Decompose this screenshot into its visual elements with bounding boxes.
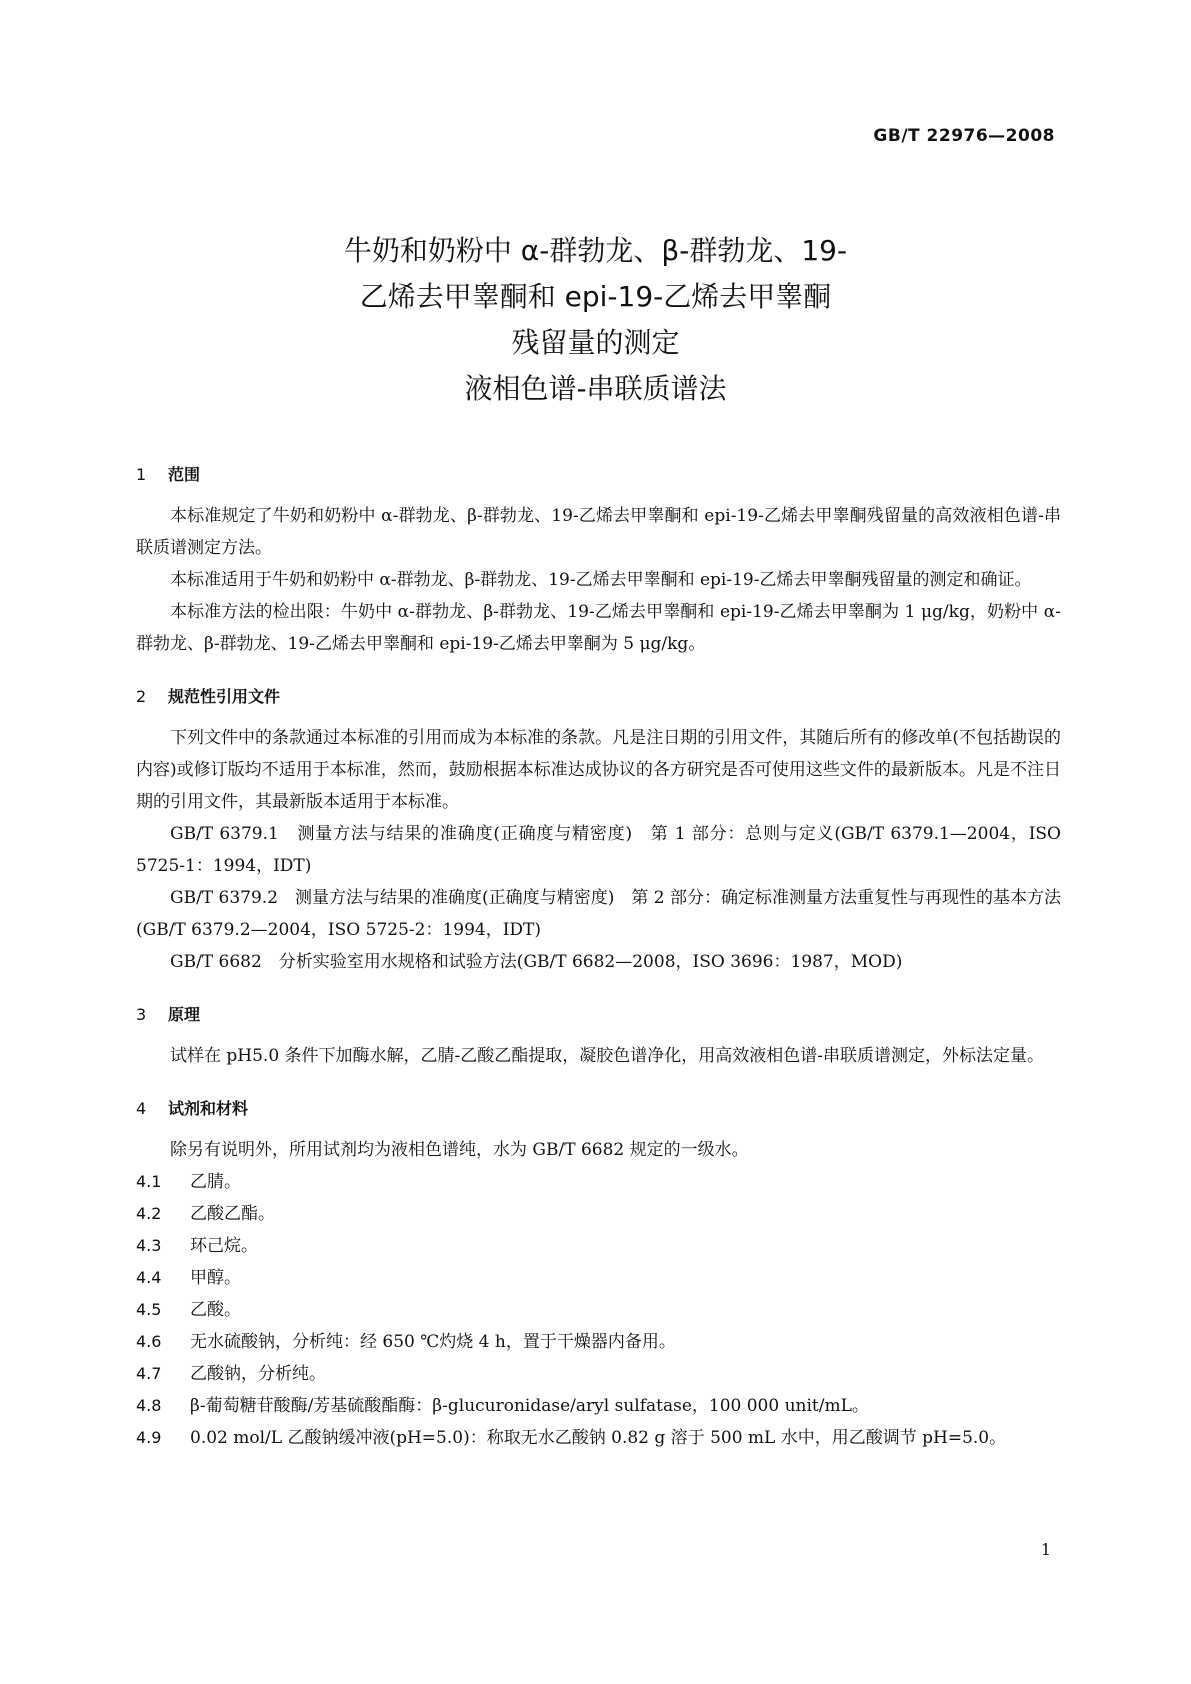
paragraph: 本标准适用于牛奶和奶粉中 α-群勃龙、β-群勃龙、19-乙烯去甲睾酮和 epi-19-乙烯去甲睾酮残留量的测定和确证。 <box>170 570 1032 590</box>
list-item <box>136 1262 1061 1294</box>
item-text: 甲醇。 <box>190 1268 241 1288</box>
item-text: 乙酸钠，分析纯。 <box>190 1364 326 1384</box>
item-text: 环己烷。 <box>190 1236 258 1256</box>
paragraph: 本标准方法的检出限：牛奶中 α-群勃龙、β-群勃龙、19-乙烯去甲睾酮和 epi-19-乙烯去甲睾酮为 1 μg/kg，奶粉中 α-群勃龙、β-群勃龙、19-乙烯去甲睾酮和 epi-19-乙烯去甲睾酮为 5 μg/kg。 <box>136 602 1061 654</box>
item-number: 4.4 <box>136 1268 162 1287</box>
section-number: 2 <box>136 687 147 706</box>
item-number: 4.8 <box>136 1396 162 1415</box>
section-title: 范围 <box>168 465 201 484</box>
item-text: 乙酸乙酯。 <box>190 1204 275 1224</box>
standard-number: GB/T 22976—2008 <box>873 126 1055 146</box>
paragraph: 本标准规定了牛奶和奶粉中 α-群勃龙、β-群勃龙、19-乙烯去甲睾酮和 epi-19-乙烯去甲睾酮残留量的高效液相色谱-串联质谱测定方法。 <box>136 506 1061 558</box>
title-line-3: 残留量的测定 <box>511 326 680 359</box>
section-heading-scope <box>136 460 1061 500</box>
reference-entry: GB/T 6379.2 测量方法与结果的准确度(正确度与精密度) 第 2 部分：确定标准测量方法重复性与再现性的基本方法(GB/T 6379.2—2004，ISO 5725-2：1994，IDT) <box>136 888 1061 940</box>
item-number: 4.6 <box>136 1332 162 1351</box>
reference-entry: GB/T 6682 分析实验室用水规格和试验方法(GB/T 6682—2008，ISO 3696：1987，MOD) <box>170 952 903 972</box>
paragraph: 下列文件中的条款通过本标准的引用而成为本标准的条款。凡是注日期的引用文件，其随后所有的修改单(不包括勘误的内容)或修订版均不适用于本标准，然而，鼓励根据本标准达成协议的各方研究是否可使用这些文件的最新版本。凡是不注日期的引用文件，其最新版本适用于本标准。 <box>136 728 1061 812</box>
item-number: 4.3 <box>136 1236 162 1255</box>
paragraph: 除另有说明外，所用试剂均为液相色谱纯，水为 GB/T 6682 规定的一级水。 <box>170 1140 749 1160</box>
list-item <box>136 1198 1061 1230</box>
list-item <box>136 1358 1061 1390</box>
item-text: 无水硫酸钠，分析纯：经 650 ℃灼烧 4 h，置于干燥器内备用。 <box>190 1332 676 1352</box>
section-title: 试剂和材料 <box>168 1099 249 1118</box>
list-item <box>136 1166 1061 1198</box>
section-number: 4 <box>136 1099 147 1118</box>
reference-entry: GB/T 6379.1 测量方法与结果的准确度(正确度与精密度) 第 1 部分：总则与定义(GB/T 6379.1—2004，ISO 5725-1：1994，IDT) <box>136 824 1061 876</box>
list-item <box>136 1422 1061 1454</box>
list-item <box>136 1326 1061 1358</box>
list-item <box>136 1390 1061 1422</box>
item-text: β-葡萄糖苷酸酶/芳基硫酸酯酶：β-glucuronidase/aryl sulfatase，100 000 unit/mL。 <box>190 1396 869 1416</box>
item-text: 乙酸。 <box>190 1300 241 1320</box>
item-number: 4.2 <box>136 1204 162 1223</box>
item-number: 4.5 <box>136 1300 162 1319</box>
section-heading-normative-references <box>136 682 1061 722</box>
section-heading-reagents <box>136 1094 1061 1134</box>
document-title <box>0 228 1191 412</box>
title-line-1: 牛奶和奶粉中 α-群勃龙、β-群勃龙、19- <box>343 234 848 267</box>
list-item <box>136 1230 1061 1262</box>
paragraph: 试样在 pH5.0 条件下加酶水解，乙腈-乙酸乙酯提取，凝胶色谱净化，用高效液相色谱-串联质谱测定，外标法定量。 <box>170 1046 1045 1066</box>
document-body <box>136 452 1061 1454</box>
section-number: 3 <box>136 1005 147 1024</box>
item-number: 4.7 <box>136 1364 162 1383</box>
page-number: 1 <box>1040 1540 1051 1559</box>
list-item <box>136 1294 1061 1326</box>
section-title: 规范性引用文件 <box>168 687 281 706</box>
item-text: 0.02 mol/L 乙酸钠缓冲液(pH=5.0)：称取无水乙酸钠 0.82 g 溶于 500 mL 水中，用乙酸调节 pH=5.0。 <box>190 1428 1007 1448</box>
section-number: 1 <box>136 465 147 484</box>
item-number: 4.9 <box>136 1428 162 1447</box>
title-line-2: 乙烯去甲睾酮和 epi-19-乙烯去甲睾酮 <box>359 280 832 313</box>
section-heading-principle <box>136 1000 1061 1040</box>
title-line-4: 液相色谱-串联质谱法 <box>464 372 727 405</box>
item-text: 乙腈。 <box>190 1172 241 1192</box>
item-number: 4.1 <box>136 1172 162 1191</box>
section-title: 原理 <box>168 1005 201 1024</box>
